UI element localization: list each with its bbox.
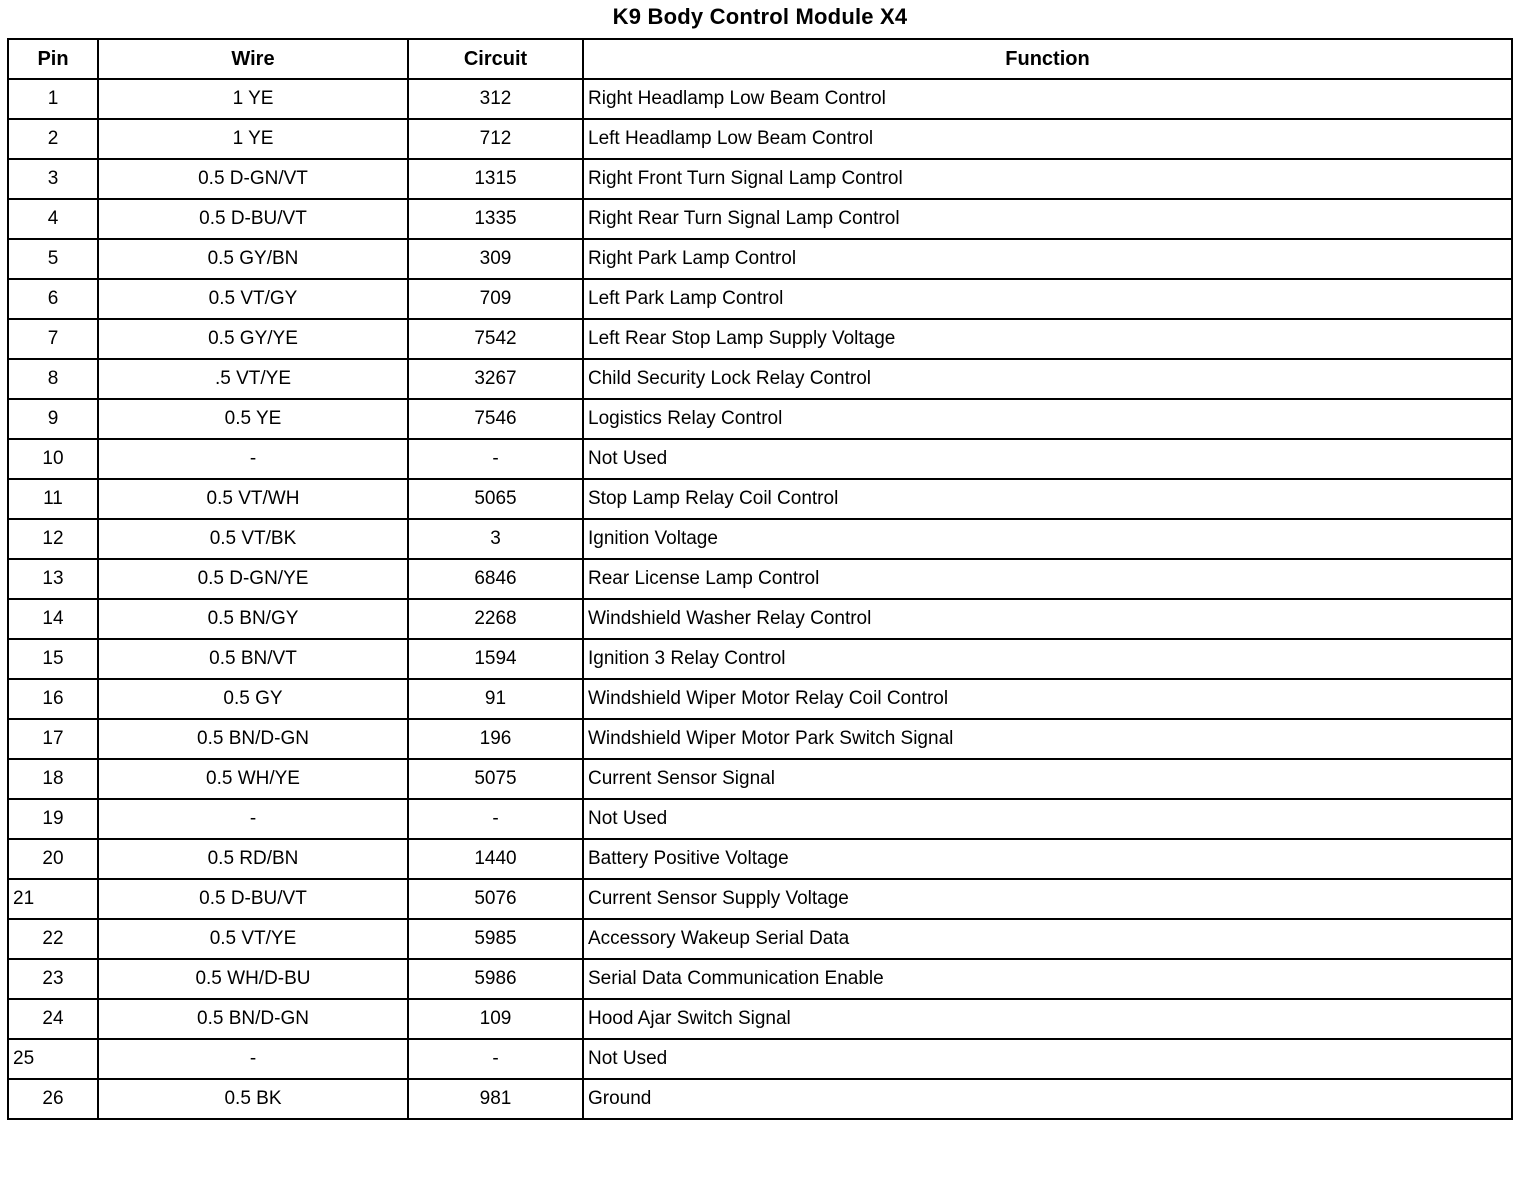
circuit-cell: 7542	[408, 319, 583, 359]
page-title: K9 Body Control Module X4	[612, 4, 908, 29]
table-row	[8, 199, 1512, 239]
table-row	[8, 439, 1512, 479]
pin-cell: 13	[8, 559, 98, 599]
wire-cell: 0.5 RD/BN	[98, 839, 408, 879]
pin-cell: 25	[8, 1039, 98, 1079]
wire-cell: .5 VT/YE	[98, 359, 408, 399]
circuit-cell: 309	[408, 239, 583, 279]
function-cell: Current Sensor Supply Voltage	[583, 879, 1512, 919]
circuit-cell: 5986	[408, 959, 583, 999]
function-cell: Stop Lamp Relay Coil Control	[583, 479, 1512, 519]
function-cell: Ignition 3 Relay Control	[583, 639, 1512, 679]
function-cell: Windshield Wiper Motor Relay Coil Control	[583, 679, 1512, 719]
pin-cell: 7	[8, 319, 98, 359]
table-row	[8, 639, 1512, 679]
wire-cell: -	[98, 439, 408, 479]
function-cell: Hood Ajar Switch Signal	[583, 999, 1512, 1039]
pin-cell: 8	[8, 359, 98, 399]
pin-cell: 18	[8, 759, 98, 799]
wire-cell: 1 YE	[98, 119, 408, 159]
function-cell: Logistics Relay Control	[583, 399, 1512, 439]
wire-cell: 0.5 BN/D-GN	[98, 719, 408, 759]
circuit-cell: 1440	[408, 839, 583, 879]
circuit-cell: 5076	[408, 879, 583, 919]
table-row	[8, 119, 1512, 159]
wire-cell: 0.5 GY/YE	[98, 319, 408, 359]
circuit-cell: 712	[408, 119, 583, 159]
circuit-cell: 5075	[408, 759, 583, 799]
pin-cell: 9	[8, 399, 98, 439]
wire-cell: 0.5 D-GN/YE	[98, 559, 408, 599]
wire-cell: 0.5 VT/BK	[98, 519, 408, 559]
function-cell: Not Used	[583, 799, 1512, 839]
circuit-cell: -	[408, 799, 583, 839]
table-header	[8, 39, 1512, 79]
circuit-cell: 1335	[408, 199, 583, 239]
header-function: Function	[583, 39, 1512, 79]
function-cell: Left Park Lamp Control	[583, 279, 1512, 319]
table-row	[8, 79, 1512, 119]
circuit-cell: 6846	[408, 559, 583, 599]
circuit-cell: -	[408, 1039, 583, 1079]
pin-cell: 24	[8, 999, 98, 1039]
wire-cell: 0.5 D-BU/VT	[98, 879, 408, 919]
wire-cell: -	[98, 799, 408, 839]
wire-cell: -	[98, 1039, 408, 1079]
pin-cell: 14	[8, 599, 98, 639]
circuit-cell: 5985	[408, 919, 583, 959]
function-cell: Right Park Lamp Control	[583, 239, 1512, 279]
circuit-cell: 1315	[408, 159, 583, 199]
circuit-cell: 709	[408, 279, 583, 319]
pin-cell: 26	[8, 1079, 98, 1119]
pin-cell: 11	[8, 479, 98, 519]
pin-cell: 20	[8, 839, 98, 879]
table-row	[8, 279, 1512, 319]
circuit-cell: 109	[408, 999, 583, 1039]
circuit-cell: 981	[408, 1079, 583, 1119]
function-cell: Rear License Lamp Control	[583, 559, 1512, 599]
table-row	[8, 959, 1512, 999]
function-cell: Battery Positive Voltage	[583, 839, 1512, 879]
table-row	[8, 479, 1512, 519]
pin-cell: 19	[8, 799, 98, 839]
table-row	[8, 399, 1512, 439]
wire-cell: 0.5 GY	[98, 679, 408, 719]
header-circuit: Circuit	[408, 39, 583, 79]
table-row	[8, 159, 1512, 199]
function-cell: Serial Data Communication Enable	[583, 959, 1512, 999]
function-cell: Ground	[583, 1079, 1512, 1119]
circuit-cell: 7546	[408, 399, 583, 439]
wire-cell: 0.5 YE	[98, 399, 408, 439]
function-cell: Not Used	[583, 1039, 1512, 1079]
wire-cell: 0.5 WH/YE	[98, 759, 408, 799]
pin-cell: 5	[8, 239, 98, 279]
pin-cell: 2	[8, 119, 98, 159]
wire-cell: 0.5 BK	[98, 1079, 408, 1119]
circuit-cell: 91	[408, 679, 583, 719]
circuit-cell: -	[408, 439, 583, 479]
header-wire: Wire	[98, 39, 408, 79]
function-cell: Current Sensor Signal	[583, 759, 1512, 799]
header-pin: Pin	[8, 39, 98, 79]
table-row	[8, 359, 1512, 399]
pin-cell: 17	[8, 719, 98, 759]
function-cell: Left Rear Stop Lamp Supply Voltage	[583, 319, 1512, 359]
wire-cell: 0.5 VT/WH	[98, 479, 408, 519]
pin-cell: 23	[8, 959, 98, 999]
table-row	[8, 839, 1512, 879]
table-row	[8, 599, 1512, 639]
circuit-cell: 1594	[408, 639, 583, 679]
table-row	[8, 759, 1512, 799]
table-row	[8, 919, 1512, 959]
pinout-table	[7, 38, 1513, 1120]
pin-cell: 21	[8, 879, 98, 919]
table-row	[8, 319, 1512, 359]
circuit-cell: 312	[408, 79, 583, 119]
function-cell: Child Security Lock Relay Control	[583, 359, 1512, 399]
pin-cell: 10	[8, 439, 98, 479]
pin-cell: 6	[8, 279, 98, 319]
header-row	[8, 39, 1512, 79]
wire-cell: 1 YE	[98, 79, 408, 119]
circuit-cell: 3	[408, 519, 583, 559]
wire-cell: 0.5 D-BU/VT	[98, 199, 408, 239]
table-body	[8, 79, 1512, 1119]
function-cell: Windshield Wiper Motor Park Switch Signal	[583, 719, 1512, 759]
wire-cell: 0.5 GY/BN	[98, 239, 408, 279]
table-row	[8, 239, 1512, 279]
wire-cell: 0.5 BN/VT	[98, 639, 408, 679]
pin-cell: 3	[8, 159, 98, 199]
circuit-cell: 3267	[408, 359, 583, 399]
wire-cell: 0.5 BN/D-GN	[98, 999, 408, 1039]
pin-cell: 16	[8, 679, 98, 719]
wire-cell: 0.5 VT/GY	[98, 279, 408, 319]
function-cell: Right Front Turn Signal Lamp Control	[583, 159, 1512, 199]
pin-cell: 22	[8, 919, 98, 959]
table-row	[8, 1079, 1512, 1119]
function-cell: Right Headlamp Low Beam Control	[583, 79, 1512, 119]
wire-cell: 0.5 VT/YE	[98, 919, 408, 959]
circuit-cell: 2268	[408, 599, 583, 639]
function-cell: Windshield Washer Relay Control	[583, 599, 1512, 639]
table-row	[8, 519, 1512, 559]
wire-cell: 0.5 WH/D-BU	[98, 959, 408, 999]
table-row	[8, 799, 1512, 839]
pin-cell: 1	[8, 79, 98, 119]
table-row	[8, 999, 1512, 1039]
table-row	[8, 879, 1512, 919]
wire-cell: 0.5 D-GN/VT	[98, 159, 408, 199]
circuit-cell: 196	[408, 719, 583, 759]
table-row	[8, 1039, 1512, 1079]
function-cell: Accessory Wakeup Serial Data	[583, 919, 1512, 959]
table-row	[8, 679, 1512, 719]
pin-cell: 15	[8, 639, 98, 679]
function-cell: Left Headlamp Low Beam Control	[583, 119, 1512, 159]
wire-cell: 0.5 BN/GY	[98, 599, 408, 639]
table-row	[8, 719, 1512, 759]
function-cell: Right Rear Turn Signal Lamp Control	[583, 199, 1512, 239]
pin-cell: 12	[8, 519, 98, 559]
table-row	[8, 559, 1512, 599]
function-cell: Not Used	[583, 439, 1512, 479]
circuit-cell: 5065	[408, 479, 583, 519]
pin-cell: 4	[8, 199, 98, 239]
function-cell: Ignition Voltage	[583, 519, 1512, 559]
